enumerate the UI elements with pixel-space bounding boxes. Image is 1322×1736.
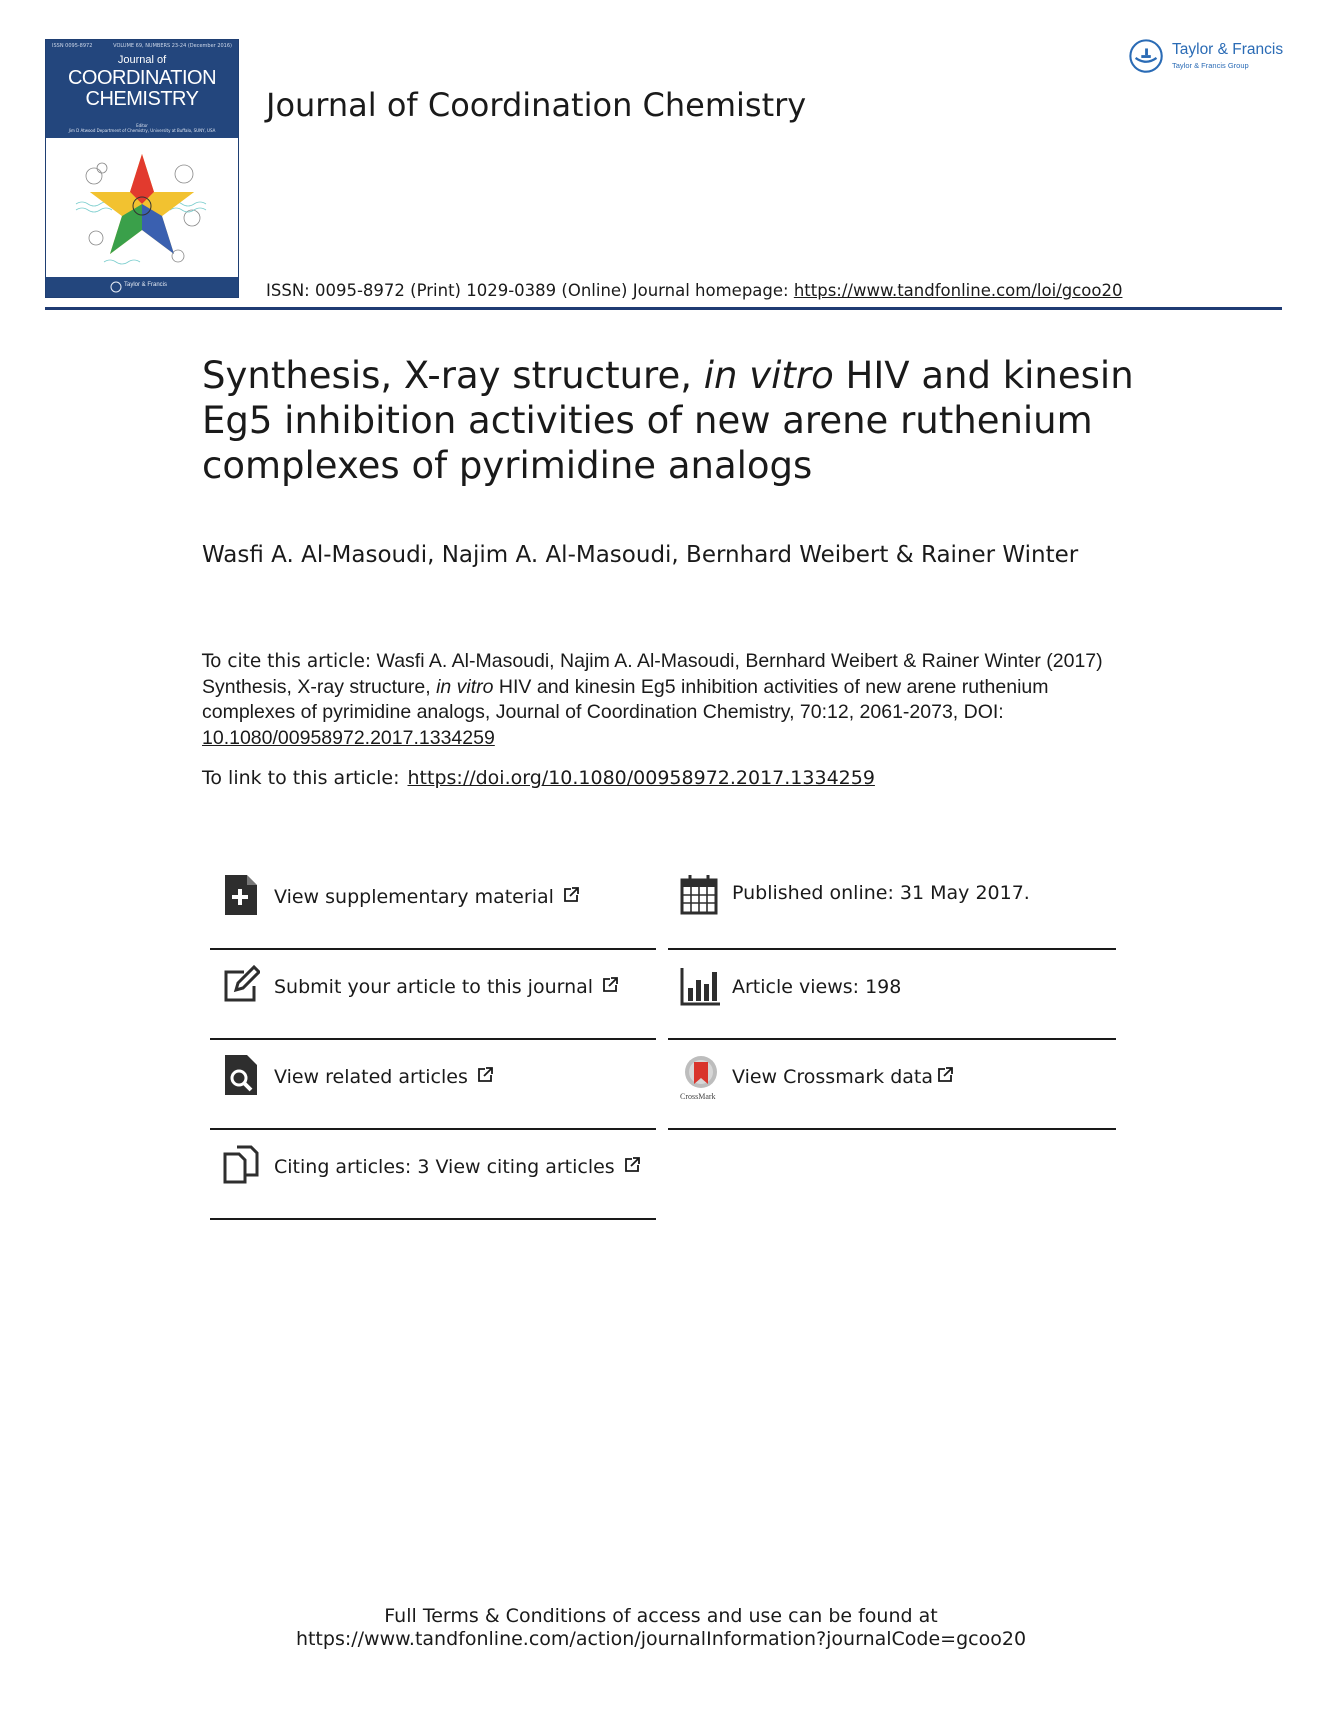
- crossmark-label: View Crossmark data: [732, 1066, 934, 1088]
- copy-documents-icon: [222, 1144, 260, 1186]
- related-articles-label: View related articles: [274, 1066, 468, 1088]
- journal-cover-image: [45, 39, 239, 298]
- article-link-label: To link to this article:: [202, 767, 400, 789]
- cover-issn: ISSN 0095-8972: [52, 43, 93, 49]
- cover-chemistry: CHEMISTRY: [85, 88, 199, 110]
- cover-volume: VOLUME 69, NUMBERS 23-24 (December 2016): [113, 43, 232, 49]
- publisher-name: Taylor & Francis: [1172, 41, 1284, 58]
- external-link-icon: [562, 886, 580, 904]
- edit-icon: [222, 964, 260, 1006]
- external-link-icon: [936, 1066, 954, 1084]
- article-title: [202, 353, 1142, 488]
- citation-text-part1: Wasfi A. Al-Masoudi, Najim A. Al-Masoudi, Bernhard Weibert & Rainer Winter (2017) Synthesis, X-ray structure,: [202, 650, 1103, 698]
- citation-text-part2: HIV and kinesin Eg5 inhibition activities of new arene ruthenium complexes of pyrimidine analogs, Journal of Coordination Chemistry, 70:12, 2061-2073, DOI:: [202, 675, 1049, 723]
- panel-divider: [668, 1038, 1116, 1040]
- cover-editor: [46, 123, 238, 133]
- citing-articles-label: Citing articles: 3 View citing articles: [274, 1156, 615, 1178]
- cover-journal-of: Journal of: [117, 54, 167, 66]
- footer-terms-url[interactable]: https://www.tandfonline.com/action/journalInformation?journalCode=gcoo20: [295, 1628, 1027, 1650]
- cover-bottom-band: [46, 277, 238, 297]
- panel-divider: [210, 1218, 656, 1220]
- article-doi-url-link[interactable]: https://doi.org/10.1080/00958972.2017.1334259: [407, 767, 875, 789]
- panel-divider: [210, 1128, 656, 1130]
- header-rule: [45, 307, 1282, 310]
- panel-divider: [210, 1038, 656, 1040]
- external-link-icon: [601, 976, 619, 994]
- citation-block: [202, 649, 1142, 751]
- issn-text: ISSN: 0095-8972 (Print) 1029-0389 (Online) Journal homepage:: [266, 281, 794, 300]
- taylor-francis-logo-icon: [1128, 38, 1166, 76]
- article-title-part1: Synthesis, X-ray structure,: [202, 354, 704, 397]
- external-link-icon: [476, 1066, 494, 1084]
- cover-editor-name: Jim D Atwood Department of Chemistry, University at Buffalo, SUNY, USA: [68, 128, 216, 133]
- calendar-icon: [680, 874, 718, 916]
- citation-label: To cite this article:: [202, 651, 372, 672]
- add-file-icon: [222, 874, 260, 916]
- panel-divider: [668, 948, 1116, 950]
- supplementary-material-label: View supplementary material: [274, 886, 554, 908]
- published-online-text: Published online: 31 May 2017.: [732, 882, 1030, 904]
- cover-publisher: Taylor & Francis: [124, 282, 168, 288]
- search-document-icon: [222, 1054, 260, 1096]
- cover-coordination: COORDINATION: [67, 67, 217, 89]
- publisher-group: Taylor & Francis Group: [1172, 61, 1249, 70]
- article-link-line: [202, 767, 875, 789]
- crossmark-logo-text: CrossMark: [680, 1092, 716, 1101]
- panel-divider: [668, 1128, 1116, 1130]
- issn-line: [266, 281, 1122, 300]
- footer-terms-text: Full Terms & Conditions of access and use can be found at: [384, 1605, 938, 1627]
- journal-homepage-link[interactable]: https://www.tandfonline.com/loi/gcoo20: [793, 281, 1123, 300]
- article-title-part2: HIV and kinesin Eg5 inhibition activities of new arene ruthenium complexes of pyrimidine analogs: [202, 354, 1134, 487]
- bar-chart-icon: [680, 964, 722, 1006]
- citation-text-italic: in vitro: [436, 675, 494, 698]
- cover-editor-label: Editor: [136, 123, 148, 128]
- cover-top-line: [52, 43, 232, 51]
- citation-doi-link[interactable]: 10.1080/00958972.2017.1334259: [202, 726, 495, 749]
- panel-divider: [210, 948, 656, 950]
- article-views-text: Article views: 198: [732, 976, 902, 998]
- cover-publisher-icon: [110, 281, 122, 293]
- journal-title: Journal of Coordination Chemistry: [266, 86, 807, 124]
- cover-star-artwork: [74, 146, 210, 274]
- external-link-icon: [623, 1156, 641, 1174]
- submit-article-label: Submit your article to this journal: [274, 976, 594, 998]
- article-title-italic: in vitro: [703, 354, 834, 397]
- article-authors: Wasfi A. Al-Masoudi, Najim A. Al-Masoudi, Bernhard Weibert & Rainer Winter: [202, 542, 1079, 568]
